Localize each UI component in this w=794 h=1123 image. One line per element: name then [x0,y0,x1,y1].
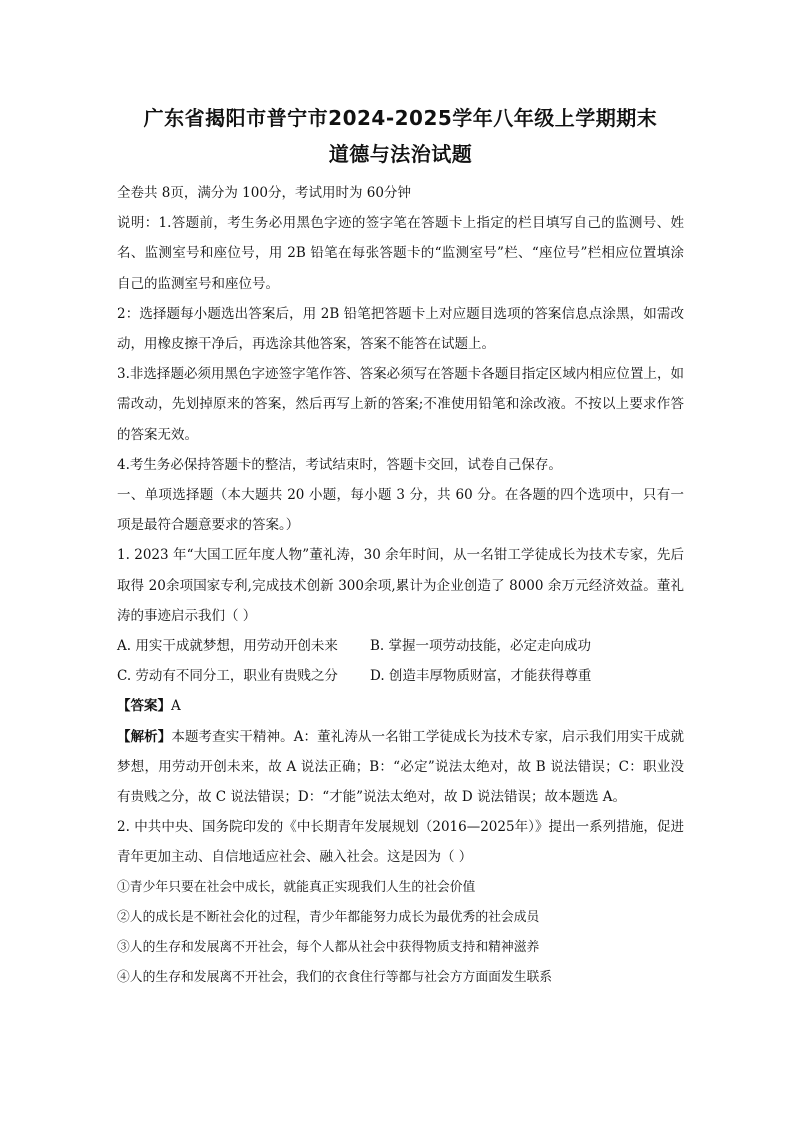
analysis-text: 本题考查实干精神。A：董礼涛从一名钳工学徒成长为技术专家，启示我们用实干成就梦想，用劳动开创未来，故 A 说法正确；B：“必定”说法太绝对，故 B 说法错误；C：职业没有贵贱之分，故 C 说法错误；D：“才能”说法太绝对，故 D 说法错误；故本题选 A。 [117,728,685,806]
question-1 [117,540,684,812]
analysis-label: 【解析】 [117,728,172,745]
instruction-note-1: 说明：1.答题前，考生务必用黑色字迹的签字笔在答题卡上指定的栏目填写自己的监测号、姓名、监测室号和座位号，用 2B 铅笔在每张答题卡的“监测室号”栏、“座位号”栏相应位置填涂自己的监测室号和座位号。 [117,215,684,292]
section-heading: 一、单项选择题（本大题共 20 小题，每小题 3 分，共 60 分。在各题的四个选项中，只有一项是最符合题意要求的答案。） [117,487,684,534]
question-1-option-b: B. 掌握一项劳动技能，必定走向成功 [370,638,592,655]
question-1-options-row-2 [117,661,684,691]
question-2-item-4: ④人的生存和发展离不开社会，我们的衣食住行等都与社会方方面面发生联系 [117,970,553,986]
instruction-note-4: 4.考生务必保持答题卡的整洁，考试结束时，答题卡交回，试卷自己保存。 [117,456,562,473]
question-1-analysis [117,722,684,813]
question-2-item-3: ③人的生存和发展离不开社会，每个人都从社会中获得物质支持和精神滋养 [117,940,540,956]
question-2-item-2: ②人的成长是不断社会化的过程，青少年都能努力成长为最优秀的社会成员 [117,909,540,925]
question-2 [117,812,684,993]
question-1-answer [117,691,684,721]
question-2-item-1: ①青少年只要在社会中成长，就能真正实现我们人生的社会价值 [117,879,476,895]
answer-value: A [171,698,181,715]
exam-info: 全卷共 8页，满分为 100分，考试用时为 60分钟 [117,185,411,201]
question-1-option-a: A. 用实干成就梦想，用劳动开创未来 [117,638,338,655]
question-1-options-row-1 [117,631,684,661]
instruction-note-2: 2：选择题每小题选出答案后，用 2B 铅笔把答题卡上对应题目选项的答案信息点涂黑，如需改动，用橡皮擦干净后，再选涂其他答案，答案不能答在试题上。 [117,305,684,353]
question-2-stem: 2. 中共中央、国务院印发的《中长期青年发展规划（2016—2025年）》提出一系列措施，促进青年更加主动、自信地适应社会、融入社会。这是因为（ ） [117,819,684,866]
question-1-option-d: D. 创造丰厚物质财富，才能获得尊重 [370,668,592,685]
exam-title-line1: 广东省揭阳市普宁市2024-2025学年八年级上学期期末 [143,106,658,130]
question-1-option-c: C. 劳动有不同分工，职业有贵贱之分 [117,668,338,685]
answer-label: 【答案】 [117,698,171,715]
instruction-note-3: 3.非选择题必须用黑色字迹签字笔作答、答案必须写在答题卡各题目指定区域内相应位置上，如需改动，先划掉原来的答案，然后再写上新的答案;不准使用铅笔和涂改液。不按以上要求作答的答案无效。 [117,366,684,443]
question-1-stem: 1. 2023 年“大国工匠年度人物”董礼涛，30 余年时间，从一名钳工学徒成长为技术专家，先后取得 20余项国家专利,完成技术创新 300余项,累计为企业创造了 8000 余万元经济效益。董礼涛的事迹启示我们（ ） [117,547,684,624]
exam-title-line2: 道德与法治试题 [328,142,473,166]
